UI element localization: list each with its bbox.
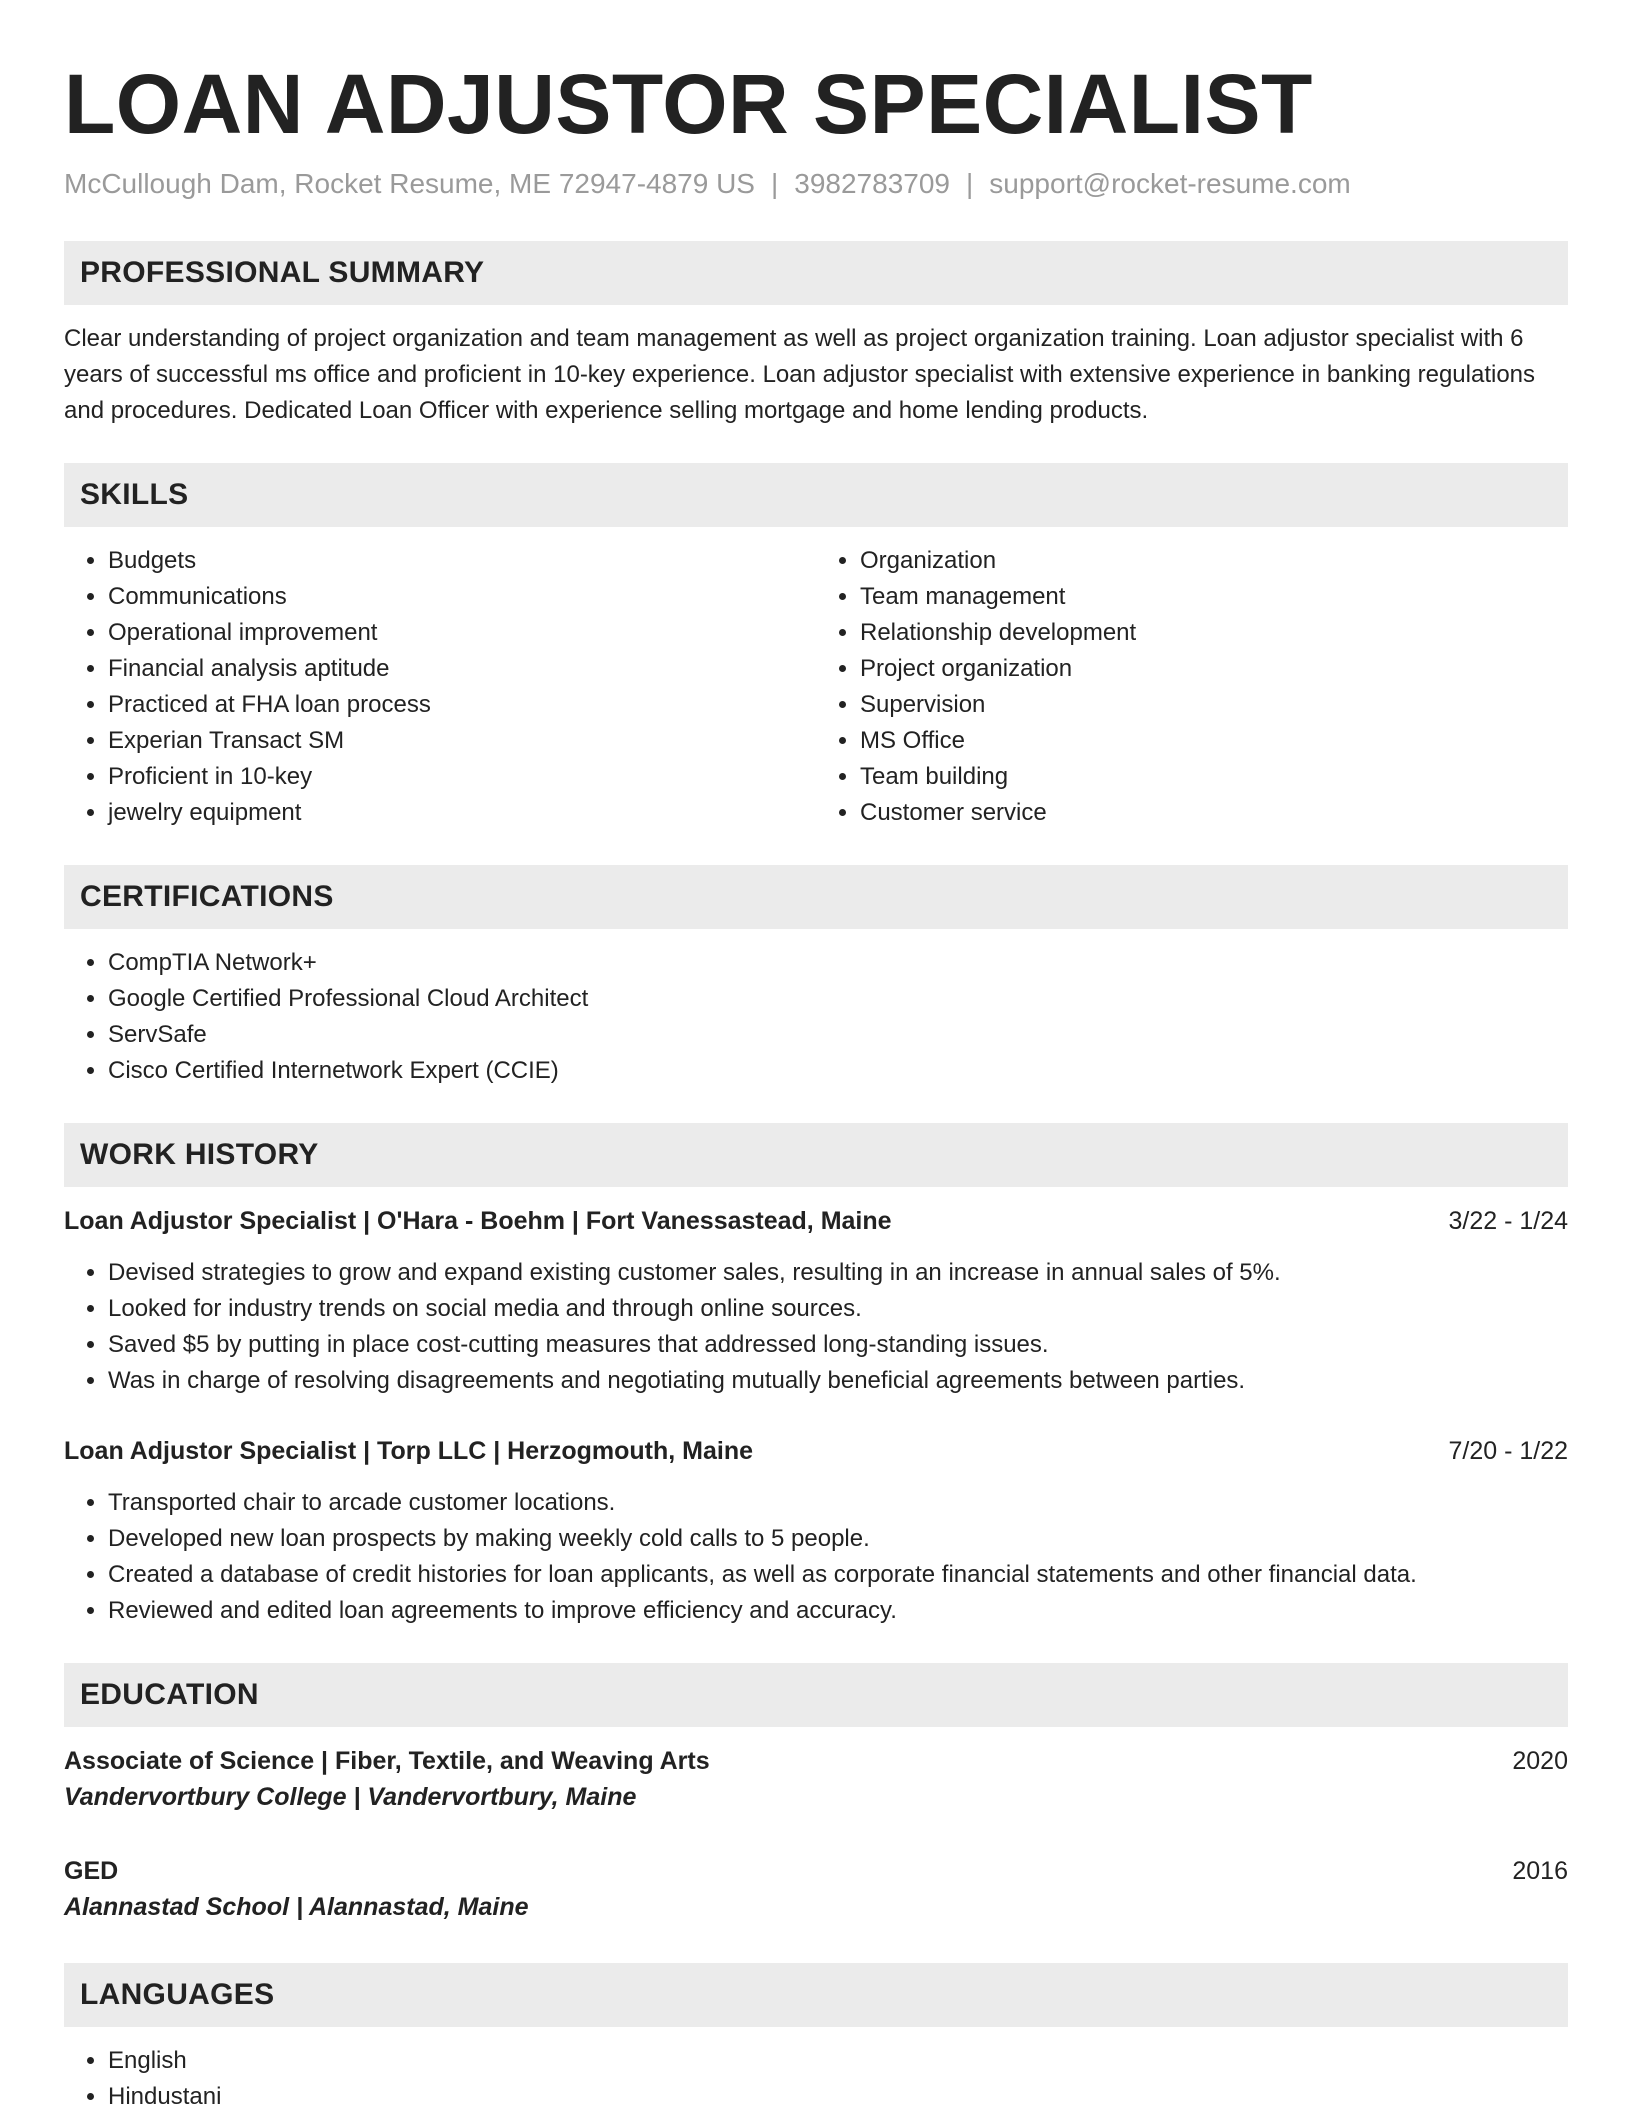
job-bullet: • Developed new loan prospects by making weekly cold calls to 5 people.: [108, 1521, 1568, 1557]
skill-item: • Practiced at FHA loan process: [108, 687, 816, 723]
education-year: 2016: [1512, 1857, 1568, 1885]
job-title: Loan Adjustor Specialist | Torp LLC | Herzogmouth, Maine: [64, 1437, 754, 1465]
skill-item: • Team management: [860, 579, 1568, 615]
skill-item: • Supervision: [860, 687, 1568, 723]
languages-heading: LANGUAGES: [64, 1963, 1568, 2027]
skill-item: • Financial analysis aptitude: [108, 651, 816, 687]
contact-separator: |: [770, 168, 779, 199]
skills-columns: [64, 543, 1568, 831]
job-bullet: • Looked for industry trends on social media and through online sources.: [108, 1291, 1568, 1327]
certifications-heading: CERTIFICATIONS: [64, 865, 1568, 929]
education-school: Vandervortbury College | Vandervortbury, Maine: [64, 1783, 637, 1811]
job-bullets: [64, 1485, 1568, 1629]
job-bullets: [64, 1255, 1568, 1399]
job-bullet: • Was in charge of resolving disagreements and negotiating mutually beneficial agreements between parties.: [108, 1363, 1568, 1399]
languages-list: [64, 2043, 1568, 2115]
certification-item: • Google Certified Professional Cloud Architect: [108, 981, 1568, 1017]
contact-email: support@rocket-resume.com: [989, 168, 1351, 199]
job-header: [64, 1203, 1568, 1239]
skill-item: • Team building: [860, 759, 1568, 795]
summary-text: Clear understanding of project organization and team management as well as project organization training. Loan adjustor specialist with 6 years of successful ms office and proficient in 10-key experience. Loan adjustor specialist with extensive experience in banking regulations and procedures. Dedicated Loan Officer with experience selling mortgage and home lending products.: [64, 325, 1536, 424]
education-degree: Associate of Science | Fiber, Textile, and Weaving Arts: [64, 1747, 710, 1775]
education-school: Alannastad School | Alannastad, Maine: [64, 1893, 529, 1921]
skill-item: • jewelry equipment: [108, 795, 816, 831]
skill-item: • Customer service: [860, 795, 1568, 831]
education-year: 2020: [1512, 1747, 1568, 1775]
certification-item: • CompTIA Network+: [108, 945, 1568, 981]
job-bullet: • Transported chair to arcade customer locations.: [108, 1485, 1568, 1521]
skill-item: • Organization: [860, 543, 1568, 579]
skill-item: • Operational improvement: [108, 615, 816, 651]
contact-address: McCullough Dam, Rocket Resume, ME 72947-4879 US: [64, 168, 755, 199]
skill-item: • Communications: [108, 579, 816, 615]
job-dates: 3/22 - 1/24: [1448, 1207, 1568, 1235]
contact-line: [64, 166, 1568, 202]
language-item: • English: [108, 2043, 1568, 2079]
language-item: • Hindustani: [108, 2079, 1568, 2115]
skills-list-right: [816, 543, 1568, 831]
contact-separator: |: [966, 168, 974, 199]
job-bullet: • Devised strategies to grow and expand existing customer sales, resulting in an increase in annual sales of 5%.: [108, 1255, 1568, 1291]
job-bullet: • Reviewed and edited loan agreements to improve efficiency and accuracy.: [108, 1593, 1568, 1629]
skills-heading: SKILLS: [64, 463, 1568, 527]
job-dates: 7/20 - 1/22: [1448, 1437, 1568, 1465]
job-bullet: • Saved $5 by putting in place cost-cutting measures that addressed long-standing issues.: [108, 1327, 1568, 1363]
education-heading: EDUCATION: [64, 1663, 1568, 1727]
resume-page: [64, 0, 1568, 2115]
job-bullet: • Created a database of credit histories for loan applicants, as well as corporate financial statements and other financial data.: [108, 1557, 1568, 1593]
skill-item: • Relationship development: [860, 615, 1568, 651]
job-title: Loan Adjustor Specialist | O'Hara - Boehm | Fort Vanessastead, Maine: [64, 1207, 892, 1235]
skill-item: • Project organization: [860, 651, 1568, 687]
contact-phone: 3982783709: [794, 168, 950, 199]
education-entry-header: [64, 1743, 1568, 1779]
skill-item: • Experian Transact SM: [108, 723, 816, 759]
skill-item: • MS Office: [860, 723, 1568, 759]
certifications-list: [64, 945, 1568, 1089]
skill-item: • Budgets: [108, 543, 816, 579]
education-entry-header: [64, 1853, 1568, 1889]
education-degree: GED: [64, 1857, 119, 1885]
job-header: [64, 1433, 1568, 1469]
resume-name: LOAN ADJUSTOR SPECIALIST: [64, 57, 1313, 151]
work-history-heading: WORK HISTORY: [64, 1123, 1568, 1187]
summary-heading: PROFESSIONAL SUMMARY: [64, 241, 1568, 305]
skills-list-left: [64, 543, 816, 831]
certification-item: • Cisco Certified Internetwork Expert (CCIE): [108, 1053, 1568, 1089]
certification-item: • ServSafe: [108, 1017, 1568, 1053]
skill-item: • Proficient in 10-key: [108, 759, 816, 795]
